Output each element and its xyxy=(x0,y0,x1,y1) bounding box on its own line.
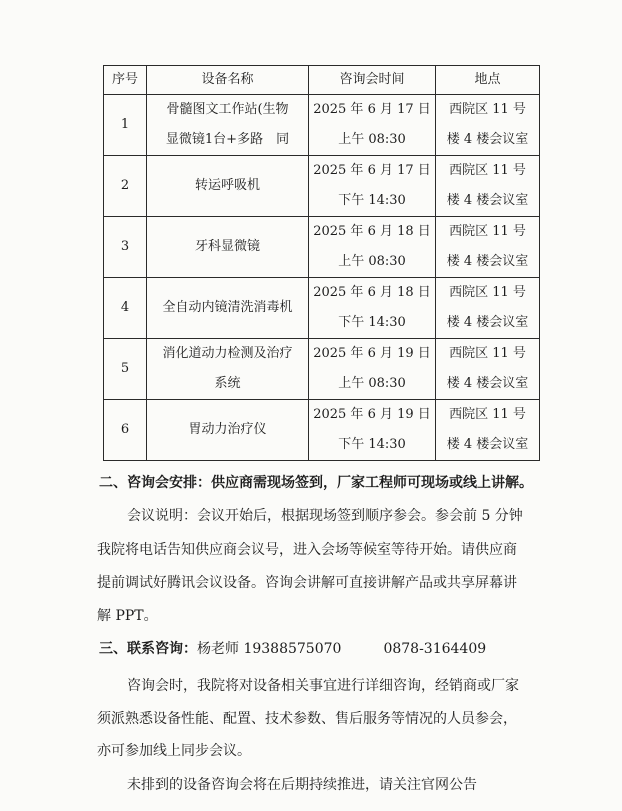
meeting-time-cell-line: 上午 08:30 xyxy=(338,376,406,391)
meeting-time-cell-line: 下午 14:30 xyxy=(338,193,406,208)
meeting-time-cell-line: 2025 年 6 月 18 日 xyxy=(313,285,431,300)
section2-line-4: 解 PPT。 xyxy=(97,608,158,624)
section3-contact-line xyxy=(0,638,622,658)
meeting-time-cell-line: 2025 年 6 月 18 日 xyxy=(313,224,431,239)
location-cell-line: 楼 4 楼会议室 xyxy=(446,437,529,452)
location-cell xyxy=(436,278,540,339)
device-name-cell xyxy=(147,339,309,400)
device-name-cell-line: 系统 xyxy=(214,376,241,391)
section2-line-3: 提前调试好腾讯会议设备。咨询会讲解可直接讲解产品或共享屏幕讲 xyxy=(97,575,517,591)
device-name-cell-line: 消化道动力检测及治疗 xyxy=(162,346,293,361)
table-row xyxy=(104,400,540,461)
location-cell-line: 楼 4 楼会议室 xyxy=(446,254,529,269)
location-cell xyxy=(436,339,540,400)
meeting-time-cell-line: 2025 年 6 月 19 日 xyxy=(313,346,431,361)
contact-person: 杨老师 19388575070 xyxy=(197,641,342,657)
section2-line-2: 我院将电话告知供应商会议号，进入会场等候室等待开始。请供应商 xyxy=(97,542,517,558)
row-no-cell: 3 xyxy=(104,217,147,278)
location-cell-line: 楼 4 楼会议室 xyxy=(446,193,529,208)
device-name-cell-line: 骨髓图文工作站(生物 xyxy=(166,102,289,117)
header-meeting-time: 咨询会时间 xyxy=(309,66,436,95)
device-name-cell-line: 转运呼吸机 xyxy=(194,178,260,193)
meeting-time-cell-line: 上午 08:30 xyxy=(338,254,406,269)
meeting-time-cell xyxy=(309,217,436,278)
meeting-time-cell-line: 上午 08:30 xyxy=(338,132,406,147)
location-cell xyxy=(436,156,540,217)
section3-line-2: 须派熟悉设备性能、配置、技术参数、售后服务等情况的人员参会， xyxy=(97,711,517,727)
section2-heading: 二、咨询会安排：供应商需现场签到，厂家工程师可现场或线上讲解。 xyxy=(99,475,533,491)
row-no-cell: 4 xyxy=(104,278,147,339)
table-row xyxy=(104,217,540,278)
contact-phone: 0878-3164409 xyxy=(383,641,487,657)
table-row xyxy=(104,278,540,339)
location-cell xyxy=(436,217,540,278)
row-no-cell: 5 xyxy=(104,339,147,400)
device-name-cell-line: 牙科显微镜 xyxy=(194,239,260,254)
meeting-time-cell-line: 2025 年 6 月 17 日 xyxy=(313,163,431,178)
section3-label: 三、联系咨询： xyxy=(99,641,197,657)
device-name-cell xyxy=(147,400,309,461)
row-no-cell: 2 xyxy=(104,156,147,217)
location-cell-line: 西院区 11 号 xyxy=(449,163,526,178)
location-cell-line: 西院区 11 号 xyxy=(449,407,526,422)
table-row xyxy=(104,339,540,400)
location-cell-line: 楼 4 楼会议室 xyxy=(446,376,529,391)
location-cell-line: 楼 4 楼会议室 xyxy=(446,315,529,330)
table-header-row xyxy=(104,66,540,95)
device-name-cell-line: 显微镜1台+多路 同 xyxy=(165,132,290,147)
section2-line-1: 会议说明：会议开始后，根据现场签到顺序参会。参会前 5 分钟 xyxy=(127,508,523,524)
footer-notice: 未排到的设备咨询会将在后期持续推进，请关注官网公告 xyxy=(127,777,477,793)
consultation-schedule-table xyxy=(103,65,540,461)
meeting-time-cell-line: 2025 年 6 月 17 日 xyxy=(313,102,431,117)
device-name-cell-line: 全自动内镜清洗消毒机 xyxy=(162,300,293,315)
meeting-time-cell-line: 下午 14:30 xyxy=(338,315,406,330)
header-location: 地点 xyxy=(436,66,540,95)
device-name-cell-line: 胃动力治疗仪 xyxy=(188,422,267,437)
meeting-time-cell-line: 下午 14:30 xyxy=(338,437,406,452)
device-name-cell xyxy=(147,156,309,217)
section3-line-1: 咨询会时，我院将对设备相关事宜进行详细咨询，经销商或厂家 xyxy=(127,678,519,694)
location-cell xyxy=(436,400,540,461)
location-cell xyxy=(436,95,540,156)
location-cell-line: 西院区 11 号 xyxy=(449,285,526,300)
device-name-cell xyxy=(147,95,309,156)
header-device-name: 设备名称 xyxy=(147,66,309,95)
location-cell-line: 楼 4 楼会议室 xyxy=(446,132,529,147)
meeting-time-cell xyxy=(309,95,436,156)
meeting-time-cell xyxy=(309,339,436,400)
header-no: 序号 xyxy=(104,66,147,95)
location-cell-line: 西院区 11 号 xyxy=(449,102,526,117)
meeting-time-cell xyxy=(309,400,436,461)
table-row xyxy=(104,156,540,217)
section3-line-3: 亦可参加线上同步会议。 xyxy=(97,743,251,759)
meeting-time-cell xyxy=(309,278,436,339)
device-name-cell xyxy=(147,278,309,339)
row-no-cell: 6 xyxy=(104,400,147,461)
row-no-cell: 1 xyxy=(104,95,147,156)
meeting-time-cell xyxy=(309,156,436,217)
meeting-time-cell-line: 2025 年 6 月 19 日 xyxy=(313,407,431,422)
location-cell-line: 西院区 11 号 xyxy=(449,346,526,361)
table-row xyxy=(104,95,540,156)
device-name-cell xyxy=(147,217,309,278)
location-cell-line: 西院区 11 号 xyxy=(449,224,526,239)
